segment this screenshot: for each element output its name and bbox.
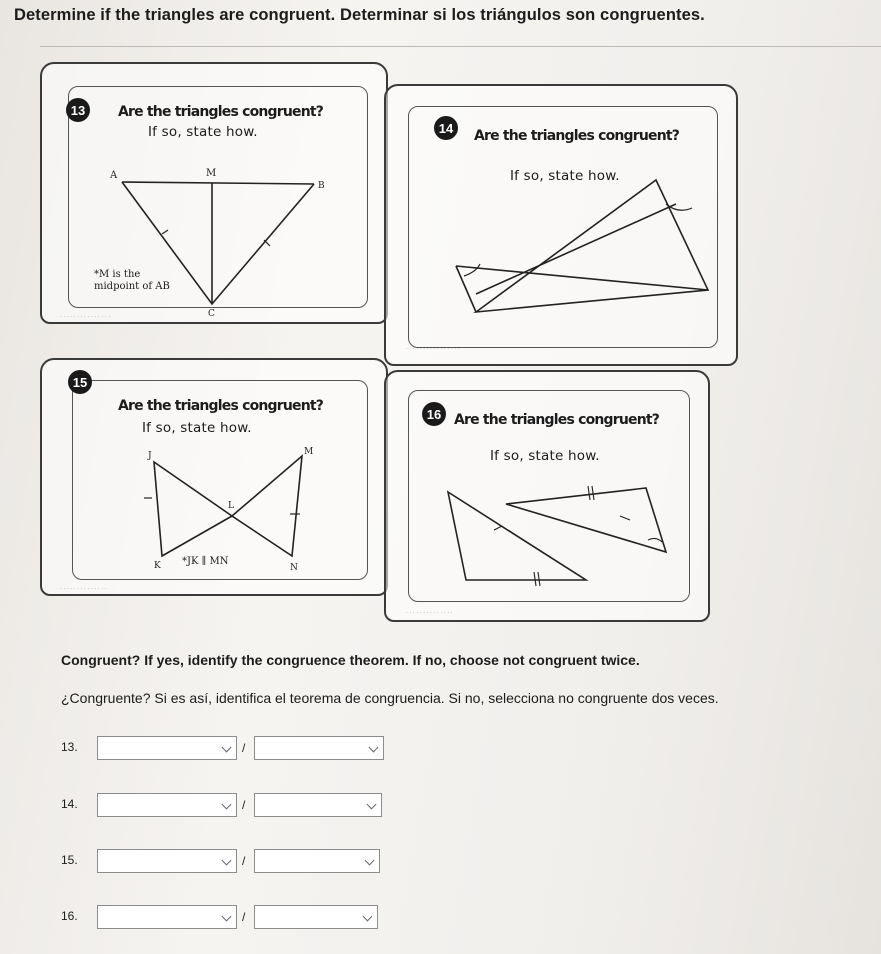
- separator: /: [242, 854, 246, 868]
- card-16-figure: [436, 480, 686, 620]
- card-14-figure: [446, 196, 716, 326]
- label-m: M: [304, 447, 314, 457]
- label-n: N: [290, 563, 298, 573]
- answer-label: 15.: [61, 853, 78, 867]
- card-13: [40, 62, 388, 324]
- answer-15-second-select[interactable]: [254, 849, 380, 873]
- answer-label: 16.: [61, 909, 78, 923]
- card-13-question: Are the triangles congruent?: [118, 104, 324, 120]
- card-15-note: *JK ∥ MN: [182, 556, 229, 567]
- prompt-spanish: ¿Congruente? Si es así, identifica el teorema de congruencia. Si no, selecciona no congruente dos veces.: [61, 690, 719, 706]
- answer-label: 13.: [61, 740, 78, 754]
- card-14-number: 14: [434, 116, 458, 140]
- label-j: J: [148, 451, 152, 461]
- card-16-footer: · · · · · · · · · · · · · ·: [406, 610, 453, 616]
- card-15-followup: If so, state how.: [142, 420, 252, 436]
- answer-13-second-select[interactable]: [254, 736, 384, 760]
- chevron-down-icon: [365, 856, 375, 866]
- worksheet-image: [40, 62, 740, 622]
- card-14-followup: If so, state how.: [510, 168, 620, 184]
- answer-16-second-select[interactable]: [254, 905, 378, 929]
- answer-14-second-select[interactable]: [254, 793, 382, 817]
- chevron-down-icon: [367, 800, 377, 810]
- card-14: [384, 84, 738, 366]
- prompt-english: Congruent? If yes, identify the congruence theorem. If no, choose not congruent twice.: [61, 652, 640, 668]
- card-14-question: Are the triangles congruent?: [474, 128, 680, 144]
- divider: [40, 46, 881, 47]
- answer-13-first-select[interactable]: [97, 736, 237, 760]
- card-16-question: Are the triangles congruent?: [454, 412, 660, 428]
- label-l: L: [228, 501, 234, 511]
- card-15: [40, 358, 388, 596]
- chevron-down-icon: [363, 912, 373, 922]
- label-c: C: [208, 309, 215, 319]
- card-15-footer: · · · · · · · · · · · · · ·: [60, 586, 107, 592]
- label-k: K: [154, 561, 161, 571]
- card-13-number: 13: [66, 98, 90, 122]
- chevron-down-icon: [369, 743, 379, 753]
- chevron-down-icon: [222, 912, 232, 922]
- card-13-note-line2: midpoint of AB: [94, 281, 170, 292]
- label-m: M: [206, 168, 217, 179]
- answer-14-first-select[interactable]: [97, 793, 237, 817]
- card-15-number: 15: [68, 370, 92, 394]
- card-13-footer: · · · · · · · · · · · · · · ·: [60, 314, 111, 320]
- chevron-down-icon: [222, 800, 232, 810]
- answer-15-first-select[interactable]: [97, 849, 237, 873]
- card-13-note-line1: *M is the: [94, 269, 141, 280]
- answer-label: 14.: [61, 797, 78, 811]
- card-15-question: Are the triangles congruent?: [118, 398, 324, 414]
- chevron-down-icon: [222, 856, 232, 866]
- answer-16-first-select[interactable]: [97, 905, 237, 929]
- card-16-number: 16: [422, 402, 446, 426]
- card-13-followup: If so, state how.: [148, 124, 258, 140]
- card-16-followup: If so, state how.: [490, 448, 600, 464]
- label-a: A: [110, 170, 118, 181]
- separator: /: [242, 741, 246, 755]
- separator: /: [242, 798, 246, 812]
- chevron-down-icon: [222, 743, 232, 753]
- label-b: B: [318, 181, 325, 191]
- card-14-footer: · · · · · · · · · · · · · · · ·: [406, 346, 460, 352]
- card-16: [384, 370, 710, 622]
- instruction-heading: Determine if the triangles are congruent. Determinar si los triángulos son congruentes.: [14, 6, 705, 24]
- card-13-note: [94, 269, 170, 293]
- separator: /: [242, 910, 246, 924]
